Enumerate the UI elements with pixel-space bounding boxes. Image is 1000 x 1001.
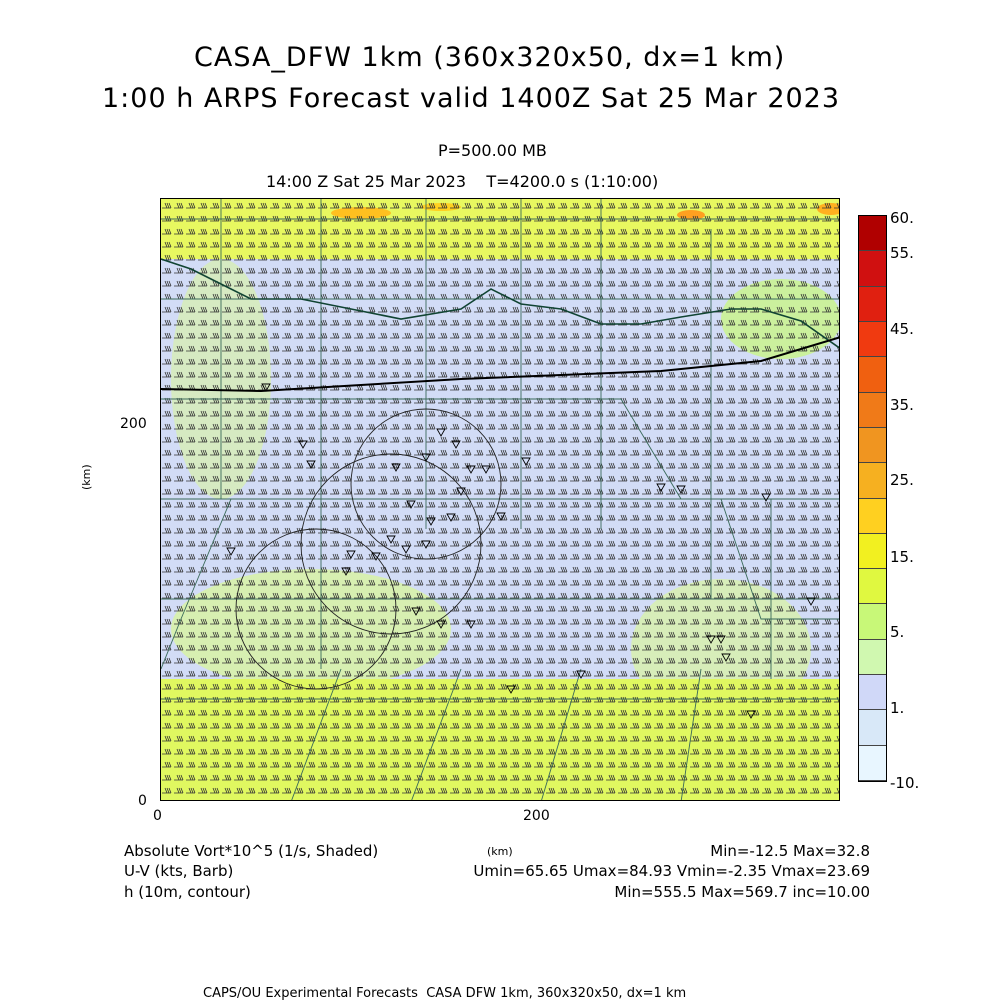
footer-credit: CAPS/OU Experimental Forecasts CASA DFW 1km, 360x320x50, dx=1 km xyxy=(203,986,687,1001)
y-tick-200: 200 xyxy=(120,416,147,432)
colorbar-segment xyxy=(859,534,886,569)
colorbar-segment xyxy=(859,604,886,639)
x-tick-200: 200 xyxy=(523,808,550,824)
colorbar-segment xyxy=(859,675,886,710)
level-label: P=500.00 MB xyxy=(438,141,547,160)
x-axis-label: (km) xyxy=(487,845,513,858)
colorbar-label: 55. xyxy=(890,244,914,262)
legend-stats-height: Min=555.5 Max=569.7 inc=10.00 xyxy=(614,883,870,901)
y-tick-0: 0 xyxy=(138,793,147,809)
colorbar-segment xyxy=(859,428,886,463)
legend-field-height: h (10m, contour) xyxy=(124,883,251,901)
colorbar-label: 45. xyxy=(890,320,914,338)
colorbar-segment xyxy=(859,710,886,745)
colorbar-segment xyxy=(859,287,886,322)
legend-field-wind: U-V (kts, Barb) xyxy=(124,862,234,880)
wind-barbs xyxy=(161,199,840,801)
colorbar-label: 5. xyxy=(890,623,905,641)
colorbar-segment xyxy=(859,322,886,357)
colorbar-segment xyxy=(859,499,886,534)
colorbar-segment xyxy=(859,746,886,781)
legend-field-vorticity: Absolute Vort*10^5 (1/s, Shaded) xyxy=(124,842,379,860)
legend-stats-vorticity: Min=-12.5 Max=32.8 xyxy=(710,842,870,860)
map-plot-area xyxy=(160,198,840,801)
colorbar xyxy=(858,215,887,782)
legend-stats-wind: Umin=65.65 Umax=84.93 Vmin=-2.35 Vmax=23.69 xyxy=(473,862,870,880)
colorbar-label: 35. xyxy=(890,396,914,414)
colorbar-label: 60. xyxy=(890,209,914,227)
title-line2: 1:00 h ARPS Forecast valid 1400Z Sat 25 Mar 2023 xyxy=(102,83,841,114)
colorbar-label: 15. xyxy=(890,548,914,566)
x-tick-0: 0 xyxy=(153,808,162,824)
colorbar-segment xyxy=(859,251,886,286)
colorbar-label: 1. xyxy=(890,699,905,717)
colorbar-segment xyxy=(859,463,886,498)
colorbar-label: -10. xyxy=(890,774,920,792)
y-axis-label: (km) xyxy=(80,464,93,490)
colorbar-segment xyxy=(859,640,886,675)
time-label: 14:00 Z Sat 25 Mar 2023 T=4200.0 s (1:10:00) xyxy=(266,172,659,191)
colorbar-segment xyxy=(859,216,886,251)
colorbar-segment xyxy=(859,357,886,392)
colorbar-label: 25. xyxy=(890,471,914,489)
colorbar-segment xyxy=(859,393,886,428)
title-line1: CASA_DFW 1km (360x320x50, dx=1 km) xyxy=(194,42,786,73)
colorbar-segment xyxy=(859,569,886,604)
